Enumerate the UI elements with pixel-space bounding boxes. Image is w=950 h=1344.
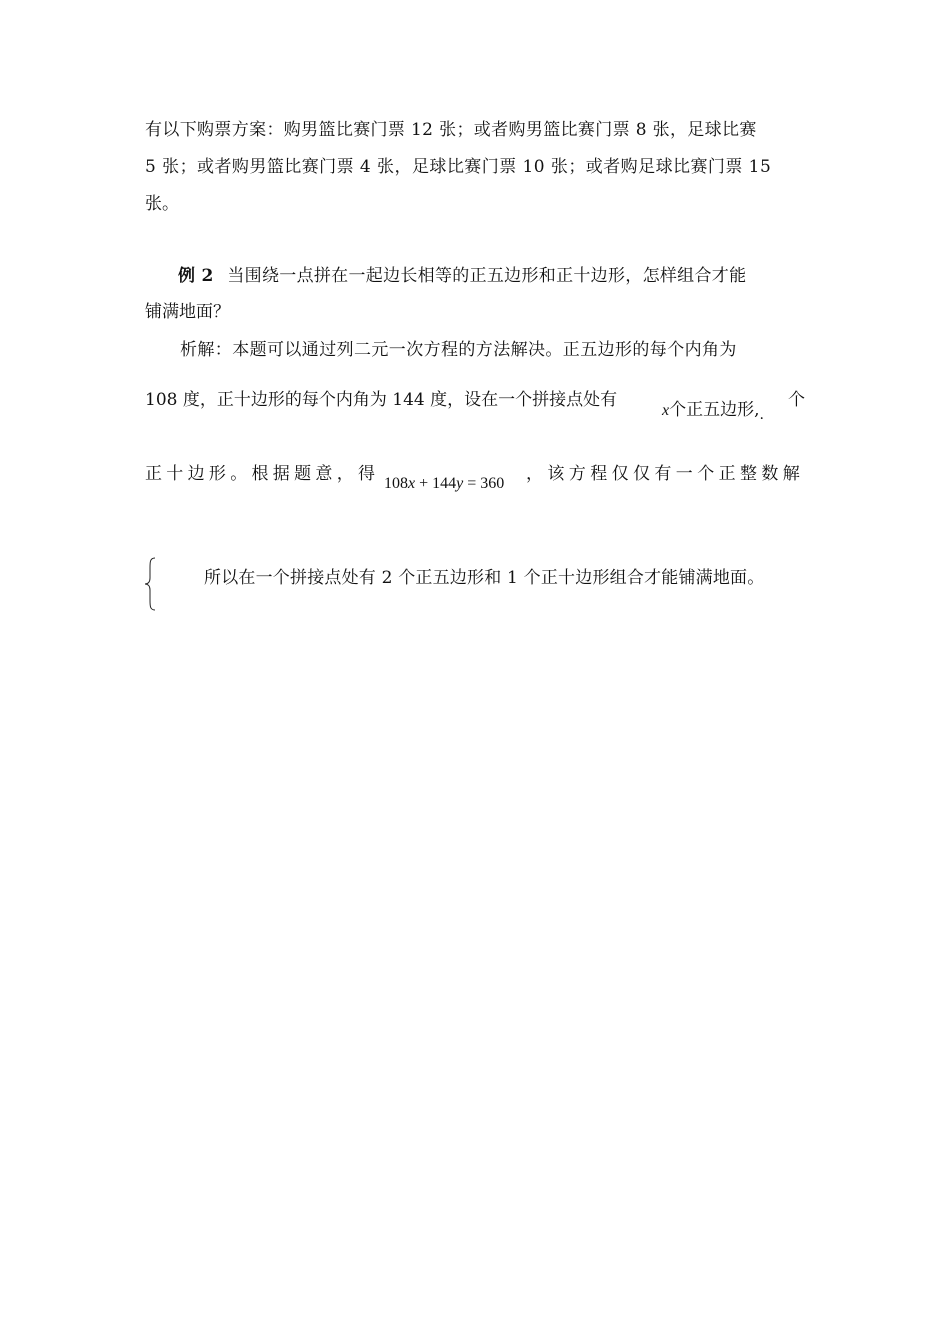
paragraph-line-2: 5 张；或者购男篮比赛门票 4 张，足球比赛门票 10 张；或者购足球比赛门票 15 xyxy=(145,157,772,177)
equation-coef-1: 108 xyxy=(384,475,408,492)
example-label: 例 2 xyxy=(178,266,214,286)
equation-var-y: y xyxy=(456,475,464,492)
equation-term-2: + 144 xyxy=(415,475,457,492)
equation-rhs: = 360 xyxy=(463,475,505,492)
left-brace-icon xyxy=(143,556,157,612)
example-text: 当围绕一点拼在一起边长相等的正五边形和正十边形，怎样组合才能 xyxy=(227,266,747,286)
paragraph-line-1: 有以下购票方案：购男篮比赛门票 12 张；或者购男篮比赛门票 8 张，足球比赛 xyxy=(145,120,757,140)
analysis-line-2 xyxy=(145,388,617,412)
variable-x: x xyxy=(662,402,670,419)
stray-dot: . xyxy=(759,407,764,423)
conclusion-text: 所以在一个拼接点处有 2 个正五边形和 1 个正十边形组合才能铺满地面。 xyxy=(204,568,765,588)
analysis-line-2-math xyxy=(662,398,764,423)
pentagon-count-text: 个正五边形, xyxy=(669,400,760,420)
equation xyxy=(384,472,504,496)
paragraph-line-3: 张。 xyxy=(145,194,179,214)
equation-var-x: x xyxy=(408,475,416,492)
analysis-line-1: 析解：本题可以通过列二元一次方程的方法解决。正五边形的每个内角为 xyxy=(180,340,737,360)
analysis-line-3-prefix: 正十边形。根据题意，得 xyxy=(145,464,380,484)
example-2-line-1 xyxy=(178,264,746,288)
analysis-line-2-text: 108 度，正十边形的每个内角为 144 度，设在一个拼接点处有 xyxy=(145,390,618,410)
analysis-line-2-end: 个 xyxy=(788,390,805,410)
example-2-line-2: 铺满地面？ xyxy=(145,302,230,322)
analysis-line-3-suffix: ，该方程仅仅有一个正整数解 xyxy=(526,464,805,484)
